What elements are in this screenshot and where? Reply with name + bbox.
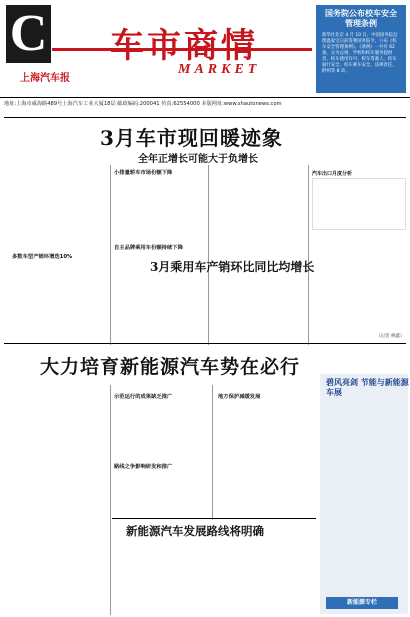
article1-headline: 3月车市现回暖迹象	[100, 126, 283, 150]
rule	[112, 518, 316, 519]
header-rule	[0, 97, 410, 98]
article3-subsection: 地方保护减缓发展	[218, 394, 261, 400]
chart-title: 汽车出口月度分析	[312, 171, 353, 177]
header-meta: 地址:上海市威海路489号上海汽车工业大厦18层 邮政编码:200041 传真:62554000 本版网址:www.shautonews.com	[4, 101, 282, 107]
article3-headline: 大力培育新能源汽车势在必行	[40, 356, 301, 378]
article2-author: （记者 林鑫）	[376, 334, 405, 339]
news-brief-headline: 国务院公布校车安全管理条例	[325, 9, 397, 28]
article1-subhead: 全年正增长可能大于负增长	[138, 154, 258, 165]
article4-headline: 新能源汽车发展路线将明确	[126, 524, 264, 538]
section-letter: C	[6, 5, 51, 63]
column-rule	[110, 385, 111, 615]
new-energy-column-button[interactable]: 新能源专栏	[326, 597, 398, 609]
article1-subsection: 自主品牌乘用车份额持续下降	[114, 245, 183, 251]
column-rule	[110, 165, 111, 345]
article2-headline: 3月乘用车产销环比同比均增长	[150, 260, 315, 274]
column-rule	[208, 165, 209, 345]
section-title: 车市商情	[110, 26, 258, 66]
chart-placeholder	[312, 178, 406, 230]
article1-subsection: 小排量轿车市场份额下降	[114, 170, 173, 176]
rule	[4, 343, 406, 344]
article1-subsection: 多数车型产销环增迭10%	[12, 254, 73, 260]
news-brief-text: 新华社北京 4 月 10 日，中国国务院总理温家宝日前签署国务院令，公布《校车安全管理条例》。《条例》一共有 62 条，分为总则、学校和校车服务提供者、校车使用许可、校车驾驶人、校车通行安全、校车乘车安全、法律责任、附则等 8 章。	[322, 33, 398, 74]
section-title-en: MARKET	[178, 62, 261, 77]
paper-name: 上海汽车报	[20, 73, 70, 84]
rule	[4, 117, 406, 118]
column-rule	[308, 165, 309, 345]
sidebar-title: 碧风亮剑 节能与新能源车展	[326, 378, 409, 397]
news-brief-box	[316, 5, 406, 93]
column-rule	[212, 385, 213, 520]
sidebar-panel	[320, 374, 408, 614]
article3-subsection: 示范运行的成果缺乏推广	[114, 394, 173, 400]
article3-subsection: 路线之争影响研发和推广	[114, 464, 173, 470]
